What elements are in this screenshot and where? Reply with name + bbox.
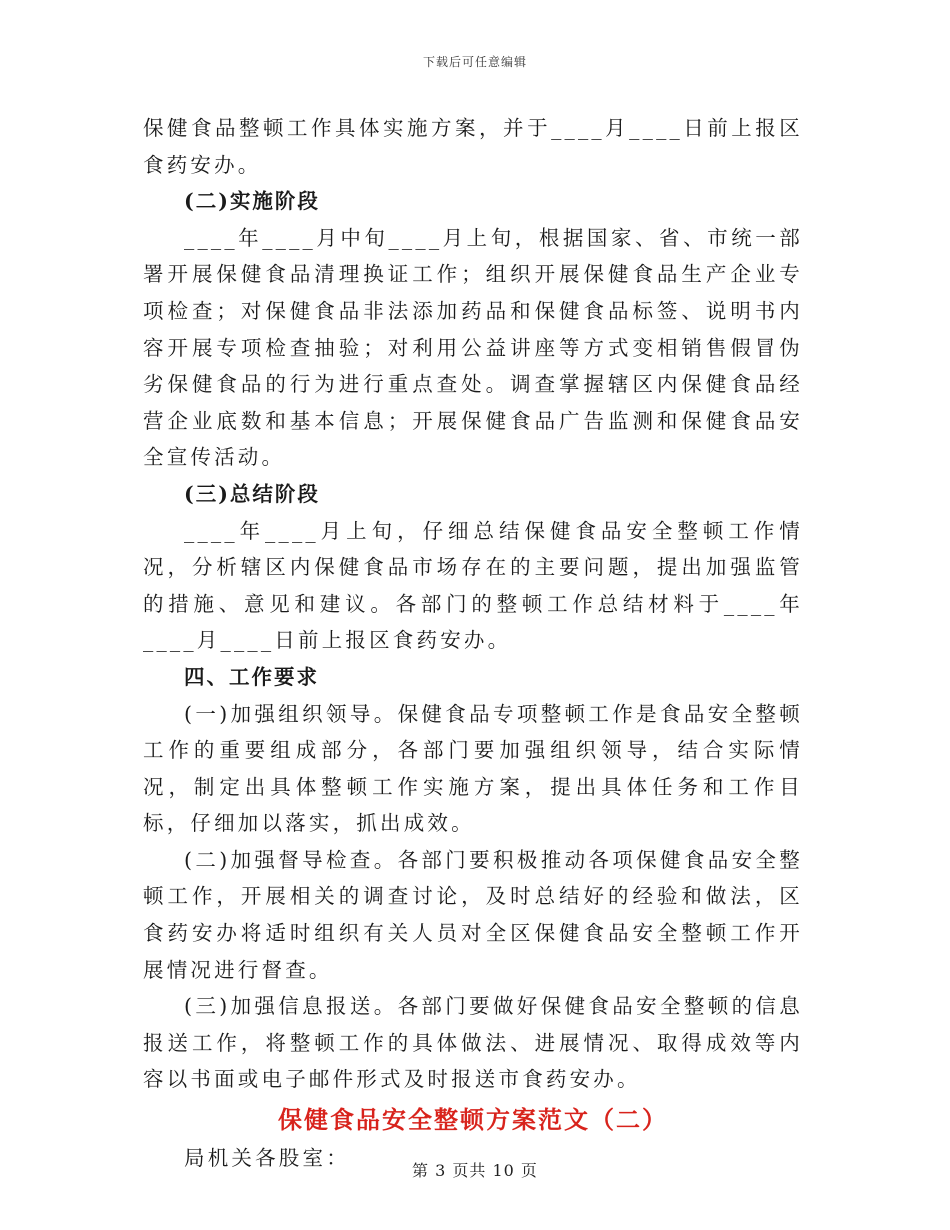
section-title: 保健食品安全整顿方案范文（二） [278, 1105, 668, 1135]
paragraph-requirement-supervision: (二)加强督导检查。各部门要积极推动各项保健食品安全整顿工作，开展相关的调查讨论，及时总结好的经验和做法，区食药安办将适时组织有关人员对全区保健食品安全整顿工作开展情况进行督查。 [143, 847, 803, 982]
page-footer: 第 3 页共 10 页 [412, 1161, 538, 1180]
heading-work-requirements: 四、工作要求 [184, 664, 319, 689]
document-body [143, 110, 803, 1177]
heading-summary-stage: (三)总结阶段 [184, 481, 320, 506]
paragraph-plan-submission: 保健食品整顿工作具体实施方案，并于____月____日前上报区食药安办。 [143, 116, 803, 177]
paragraph-requirement-reporting: (三)加强信息报送。各部门要做好保健食品安全整顿的信息报送工作，将整顿工作的具体做法、进展情况、取得成效等内容以书面或电子邮件形式及时报送市食药安办。 [143, 994, 803, 1092]
paragraph-summary-stage: ____年____月上旬，仔细总结保健食品安全整顿工作情况，分析辖区内保健食品市场存在的主要问题，提出加强监管的措施、意见和建议。各部门的整顿工作总结材料于____年____月____日前上报区食药安办。 [143, 518, 803, 653]
salutation: 局机关各股室： [184, 1146, 350, 1171]
paragraph-requirement-leadership: (一)加强组织领导。保健食品专项整顿工作是食品安全整顿工作的重要组成部分，各部门要加强组织领导，结合实际情况，制定出具体整顿工作实施方案，提出具体任务和工作目标，仔细加以落实，抓出成效。 [143, 701, 803, 836]
paragraph-implementation-stage: ____年____月中旬____月上旬，根据国家、省、市统一部署开展保健食品清理换证工作；组织开展保健食品生产企业专项检查；对保健食品非法添加药品和保健食品标签、说明书内容开展专项检查抽验；对利用公益讲座等方式变相销售假冒伪劣保健食品的行为进行重点查处。调查掌握辖区内保健食品经营企业底数和基本信息；开展保健食品广告监测和保健食品安全宣传活动。 [143, 225, 803, 470]
heading-implementation-stage: (二)实施阶段 [184, 189, 320, 214]
page-header: 下载后可任意编辑 [422, 55, 527, 69]
